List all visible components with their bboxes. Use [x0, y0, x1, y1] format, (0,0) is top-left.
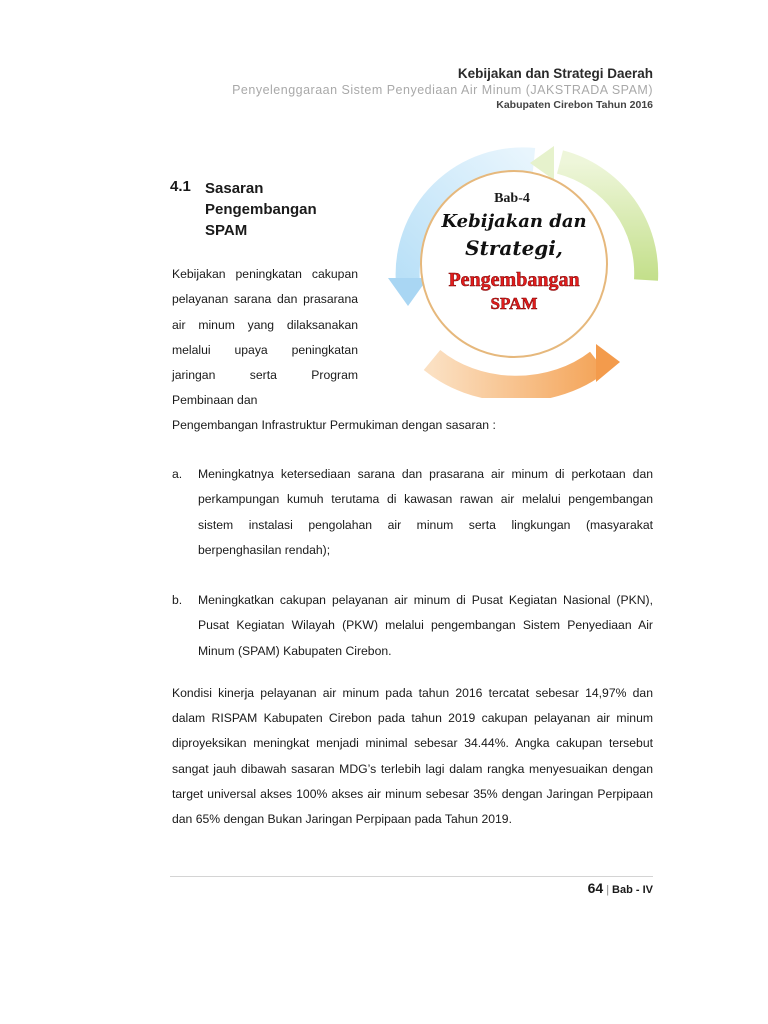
graphic-line-1: Kebijakan dan — [441, 211, 587, 232]
graphic-line-3: Pengembangan — [448, 269, 580, 291]
list-item-text: Meningkatnya ketersediaan sarana dan prasarana air minum di perkotaan dan perkampungan kumuh terutama di kawasan rawan air melalui pengembangan sistem instalasi pengolahan air minum serta lingkungan (masyarakat berpenghasilan rendah); — [198, 467, 653, 557]
footer-separator: | — [606, 884, 610, 896]
body-paragraph: Kondisi kinerja pelayanan air minum pada tahun 2016 tercatat sebesar 14,97% dan dalam RISPAM Kabupaten Cirebon pada tahun 2019 cakupan pelayanan air minum diproyeksikan meningkat menjadi minimal sebesar 34.44%. Angka cakupan tersebut sangat jauh dibawah sasaran MDG’s terlebih lagi dalam rangka menyesuaikan dengan target universal akses 100% akses air minum sebesar 35% dengan Jaringan Perpipaan dan 65% dengan Bukan Jaringan Perpipaan pada Tahun 2019. — [172, 686, 653, 827]
header-subtitle: Penyelenggaraan Sistem Penyediaan Air Minum (JAKSTRADA SPAM) — [232, 83, 653, 97]
intro-paragraph-tail: Pengembangan Infrastruktur Permukiman dengan sasaran : — [172, 418, 496, 432]
bab-label: Bab-4 — [494, 191, 530, 206]
header-title: Kebijakan dan Strategi Daerah — [457, 66, 653, 81]
graphic-line-4: SPAM — [490, 294, 538, 313]
list-item-text: Meningkatkan cakupan pelayanan air minum di Pusat Kegiatan Nasional (PKN), Pusat Kegiatan Wilayah (PKW) melalui pengembangan Sistem Penyediaan Air Minum (SPAM) Kabupaten Cirebon. — [198, 593, 653, 658]
footer-divider — [170, 876, 653, 877]
orange-arrowhead — [596, 344, 620, 382]
section-number: 4.1 — [170, 178, 191, 195]
orange-arrow — [432, 360, 598, 389]
cycle-arrows-illustration — [384, 146, 662, 398]
list-marker: b. — [172, 593, 183, 607]
list-marker: a. — [172, 467, 183, 481]
graphic-line-2: Strategi, — [465, 236, 563, 260]
list-item — [172, 462, 653, 563]
header-location: Kabupaten Cirebon Tahun 2016 — [496, 99, 653, 111]
page-footer — [588, 880, 653, 896]
page-number: 64 — [587, 880, 604, 896]
chapter-label: Bab - IV — [612, 884, 653, 896]
section-title: Sasaran Pengembangan SPAM — [205, 180, 317, 239]
list-item — [172, 588, 653, 664]
chapter-cycle-graphic — [384, 146, 662, 398]
intro-paragraph: Kebijakan peningkatan cakupan pelayanan sarana dan prasarana air minum yang dilaksanakan melalui upaya peningkatan jaringan serta Program Pembinaan dan — [172, 267, 358, 408]
